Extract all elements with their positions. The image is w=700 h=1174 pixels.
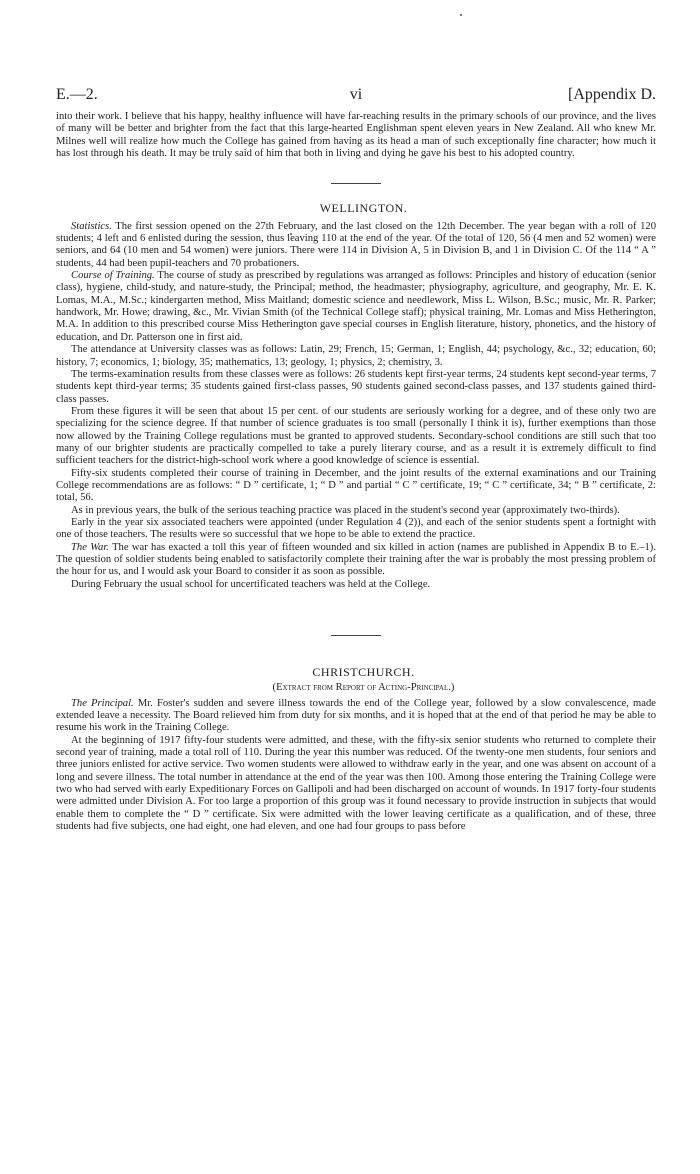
- figures-paragraph: From these figures it will be seen that about 15 per cent. of our students are seriously working for a degree, and of these only two are specializing for the science degree. If that number of science graduates is too small (personally I think it is), further exemptions than those now allowed by the Training College regulations must be granted to approved students. Secondary-school conditions are still such that too many of our brighter students are practically compelled to take a purely literary course, and as a result it is extremely difficult to find sufficient teachers for the district-high-school work where a good knowledge of science is essential.: [56, 405, 656, 467]
- christchurch-heading: CHRISTCHURCH.: [312, 665, 415, 680]
- completion-paragraph: Fifty-six students completed their course of training in December, and the joint results of the external examinations and our Training College recommendations are as follows: “ D ” certificate, 1; “ D ” and partial “ C ” certificate, 19; “ C ” certificate, 34; “ B ” certificate, 2: total, 56.: [56, 467, 656, 504]
- report-code: E.—2.: [56, 86, 98, 103]
- page-number: vi: [349, 86, 363, 103]
- terms-paragraph: The terms-examination results from these classes were as follows: 26 students kept first-year terms, 24 students kept second-year terms, 7 students kept third-year terms; 35 students gained first-class passes, 90 students gained second-class passes, and 137 students gained third-class passes.: [56, 368, 656, 405]
- practice-paragraph: As in previous years, the bulk of the serious teaching practice was placed in the student's second year (approximately two-thirds).: [71, 504, 620, 516]
- associated-teachers-paragraph: Early in the year six associated teachers were appointed (under Regulation 4 (2)), and each of the senior students spent a fortnight with one of those teachers. The results were so successful that we hope to be able to extend the practice.: [56, 516, 656, 541]
- attendance-paragraph: The attendance at University classes was as follows: Latin, 29; French, 15; German, 1; English, 44; psychology, &c., 32; education, 60; history, 7; economics, 1; biology, 35; mathematics, 13; geology, 1; physics, 2; chemistry, 3.: [56, 344, 656, 368]
- appendix-label: [Appendix D.: [568, 86, 656, 103]
- statistics-paragraph: Statistics. The first session opened on the 27th February, and the last closed on the 12th December. The year began with a roll of 120 students; 4 left and 6 enlisted during the session, thus leaving 110 at the end of the year. Of the total of 120, 56 (4 men and 52 women) were seniors, and 64 (10 men and 54 women) were juniors. There were 114 in Division A, 5 in Division B, and 1 in Division C. Of the 114 “ A ” students, 44 had been pupil-teachers and 70 probationers.: [56, 220, 656, 269]
- principal-paragraph: The Principal. Mr. Foster's sudden and severe illness towards the end of the College year, followed by a slow convalescence, made extended leave a necessity. The Board relieved him from duty for six months, and it is hoped that at the end of that period he may be able to resume his work in the Training College.: [56, 697, 656, 734]
- intro-paragraph: into their work. I believe that his happy, healthy influence will have far-reaching results in the primary schools of our province, and the lives of many will be better and brighter from the fact that this large-hearted Englishman spent eleven years in New Zealand. All who knew Mr. Milnes well will realize how much the College has gained from having as its head a man of such exceptionally fine character; how much it has lost through his death. It may be truly said of him that both in living and dying he gave his best to his adopted country.: [56, 111, 656, 160]
- course-paragraph: Course of Training. The course of study as prescribed by regulations was arranged as follows: Principles and history of education (senior class), hygiene, child-study, and nature-study, the Principal; method, the headmaster; physiography, agriculture, and geography, Mr. E. K. Lomas, M.A., M.Sc.; kindergarten method, Miss Maitland; domestic science and needlework, Miss L. Wilson, B.Sc.; music, Mr. R. Parker; handwork, Mr. Howe; drawing, &c., Mr. Vivian Smith (of the Technical College staff); physical training, Mr. Lomas and Miss Hetherington, M.A. In addition to this prescribed course Miss Hetherington gave special courses in English literature, history, phonetics, and the history of education, and Dr. Patterson one in first aid.: [56, 270, 656, 343]
- admissions-paragraph: At the beginning of 1917 fifty-four students were admitted, and these, with the fifty-six senior students who returned to complete their second year of training, made a total roll of 110. During the year this number was reduced. Of the twenty-one men students, four seniors and three juniors enlisted for active service. Two women students were allowed to withdraw early in the year, and one was absent on account of a long and severe illness. The total number in attendance at the end of the year was then 100. Among those entering the Training College were two who had served with early Expeditionary Forces on Gallipoli and had been discharged on account of wounds. In 1917 forty-four students were admitted under Division A. For too large a proportion of this group was it found necessary to provide instruction in subjects that would enable them to complete the “ D ” certificate. Six were admitted with the lower leaving certificate as a qualification, and of these, three students had five subjects, one had eight, one had eleven, and one had four groups to pass before: [56, 734, 656, 833]
- february-paragraph: During February the usual school for uncertificated teachers was held at the College.: [71, 578, 431, 590]
- war-paragraph: The War. The war has exacted a toll this year of fifteen wounded and six killed in action (names are published in Appendix B to E.–1). The question of soldier students being enabled to satisfactorily complete their training after the war is probably the most pressing problem of the hour for us, and I would ask your Board to consider it as soon as possible.: [56, 541, 656, 578]
- christchurch-subtitle: (Extract from Report of Acting-Principal.): [272, 682, 455, 694]
- page-header: [56, 86, 656, 108]
- document-body: [56, 111, 656, 834]
- wellington-heading: WELLINGTON.: [319, 201, 408, 216]
- print-speck: [460, 14, 462, 16]
